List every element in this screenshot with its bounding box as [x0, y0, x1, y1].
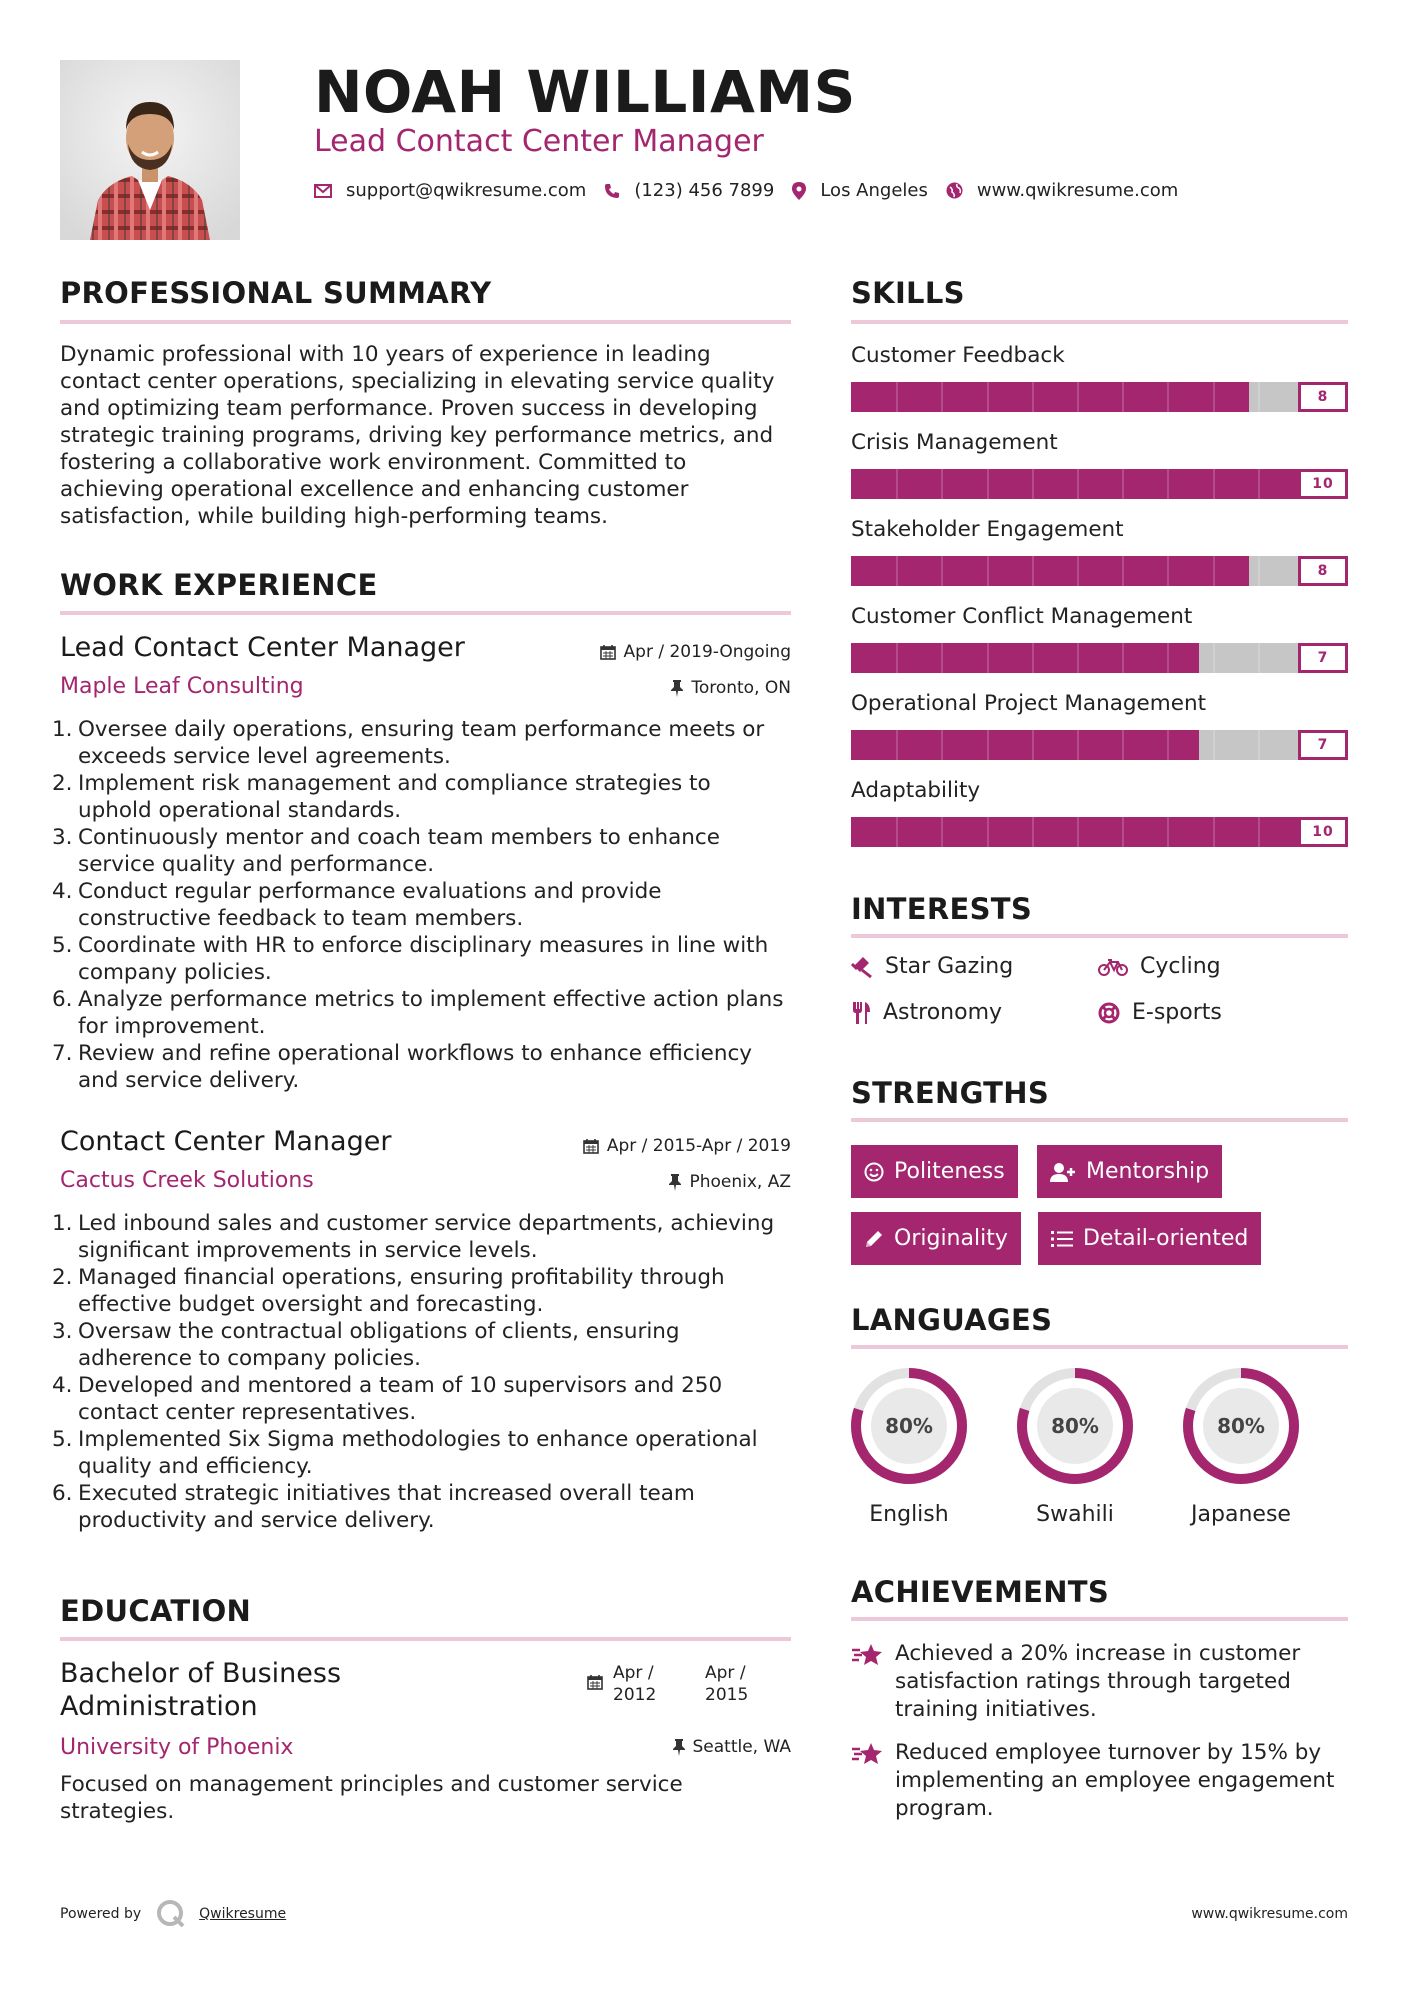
education-start-date — [613, 1662, 705, 1706]
bullet-number: 1. — [52, 1211, 73, 1236]
qwikresume-link[interactable]: Qwikresume — [199, 1906, 287, 1922]
contact-website-text: www.qwikresume.com — [976, 180, 1179, 201]
degree-line-1: Bachelor of Business — [60, 1658, 342, 1689]
strength-label: Mentorship — [1086, 1159, 1210, 1184]
star-gazing-icon — [851, 956, 873, 978]
skill-bar-tick — [1213, 643, 1215, 673]
education-location — [673, 1737, 792, 1757]
skill-level-badge: 7 — [1298, 643, 1348, 673]
contact-phone[interactable] — [604, 180, 774, 201]
job-bullet-list — [52, 1210, 791, 1534]
bullet-number: 2. — [52, 771, 73, 796]
strength-label: Politeness — [894, 1159, 1005, 1184]
lifebuoy-icon — [1098, 1002, 1120, 1024]
skill-bar-tick — [1077, 817, 1079, 847]
job-company: Cactus Creek Solutions — [60, 1168, 314, 1193]
contact-bar — [314, 180, 1196, 201]
summary-divider — [60, 320, 791, 324]
bullet-text: Analyze performance metrics to implement effective action plans for improvement. — [78, 987, 784, 1039]
contact-website[interactable] — [946, 180, 1178, 201]
skill-bar-tick — [987, 817, 989, 847]
language-name: Swahili — [1036, 1502, 1114, 1527]
pushpin-icon — [673, 1739, 685, 1756]
achievement-text: Reduced employee turnover by 15% by implementing an employee engagement program. — [895, 1740, 1335, 1821]
skill-bar-fill — [851, 817, 1348, 847]
bullet-number: 3. — [52, 1319, 73, 1344]
skill-bar-tick — [896, 730, 898, 760]
education-dates — [587, 1662, 748, 1706]
skill-name: Customer Conflict Management — [851, 604, 1193, 629]
contact-email-text: support@qwikresume.com — [346, 180, 587, 201]
powered-by-text: Powered by — [60, 1906, 142, 1922]
skill-bar-tick — [987, 730, 989, 760]
skill-bar-tick — [1032, 382, 1034, 412]
skill-bar-tick — [1213, 730, 1215, 760]
skill-bar — [851, 469, 1348, 499]
envelope-icon — [314, 184, 332, 198]
achievement-text: Achieved a 20% increase in customer satisfaction ratings through targeted training initiatives. — [895, 1641, 1301, 1722]
interest-label: Cycling — [1140, 954, 1221, 979]
skill-bar-tick — [1122, 382, 1124, 412]
language-ring — [847, 1364, 971, 1488]
skill-bar-fill — [851, 382, 1249, 412]
bullet-number: 4. — [52, 1373, 73, 1398]
pushpin-icon — [671, 680, 683, 697]
bullet-number: 5. — [52, 1427, 73, 1452]
bullet-number: 1. — [52, 717, 73, 742]
contact-phone-text: (123) 456 7899 — [634, 180, 775, 201]
skill-bar — [851, 730, 1348, 760]
candidate-role: Lead Contact Center Manager — [314, 124, 764, 159]
skill-bar-tick — [1077, 469, 1079, 499]
skill-bar-tick — [1258, 643, 1260, 673]
job-bullet — [52, 1264, 791, 1318]
skill-name: Adaptability — [851, 778, 981, 803]
skill-bar-tick — [1213, 556, 1215, 586]
bullet-text: Led inbound sales and customer service departments, achieving significant improvements in service levels. — [78, 1211, 775, 1263]
bicycle-icon — [1098, 958, 1128, 976]
skill-bar-tick — [1213, 469, 1215, 499]
skill-bar-tick — [1122, 643, 1124, 673]
education-heading: EDUCATION — [60, 1594, 252, 1628]
bullet-text: Conduct regular performance evaluations and provide constructive feedback to team members. — [78, 879, 662, 931]
interest-label: Star Gazing — [885, 954, 1014, 979]
job-bullet-list — [52, 716, 791, 1094]
skill-bar-tick — [941, 382, 943, 412]
strength-pill — [851, 1212, 1021, 1265]
skill-level-badge: 7 — [1298, 730, 1348, 760]
job-dates — [600, 642, 791, 662]
pencil-icon — [864, 1229, 884, 1249]
strengths-heading: STRENGTHS — [851, 1076, 1050, 1110]
bullet-text: Continuously mentor and coach team members to enhance service quality and performance. — [78, 825, 720, 877]
calendar-icon — [587, 1674, 603, 1690]
interests-heading: INTERESTS — [851, 892, 1033, 926]
skill-bar-tick — [1032, 730, 1034, 760]
summary-heading: PROFESSIONAL SUMMARY — [60, 276, 492, 310]
contact-email[interactable] — [314, 180, 586, 201]
strength-label: Originality — [894, 1226, 1008, 1251]
languages-heading: LANGUAGES — [851, 1303, 1053, 1337]
language-item — [1179, 1364, 1303, 1492]
language-percent: 80% — [1051, 1414, 1099, 1438]
skill-bar-tick — [1122, 469, 1124, 499]
footer-powered-by — [60, 1898, 286, 1930]
map-marker-icon — [792, 182, 806, 200]
phone-icon — [604, 183, 620, 199]
interest-item — [851, 954, 1013, 979]
job-dates — [583, 1136, 791, 1156]
skill-bar-tick — [1077, 382, 1079, 412]
job-bullet — [52, 824, 791, 878]
skill-bar-fill — [851, 643, 1199, 673]
bullet-text: Managed financial operations, ensuring profitability through effective budget oversight and forecasting. — [78, 1265, 725, 1317]
job-bullet — [52, 770, 791, 824]
job-dates-text: Apr / 2015-Apr / 2019 — [606, 1136, 791, 1156]
skill-bar — [851, 817, 1348, 847]
strength-pill — [851, 1145, 1018, 1198]
job-location-text: Toronto, ON — [691, 678, 791, 698]
education-end-date — [705, 1662, 748, 1706]
utensils-icon — [851, 1002, 871, 1024]
footer-url[interactable]: www.qwikresume.com — [1191, 1906, 1348, 1922]
language-item — [847, 1364, 971, 1492]
profile-photo-image — [60, 60, 240, 240]
skill-bar — [851, 643, 1348, 673]
skill-bar-tick — [1032, 643, 1034, 673]
contact-location — [792, 180, 928, 201]
skill-bar-tick — [1258, 556, 1260, 586]
skill-bar-tick — [896, 469, 898, 499]
bullet-number: 3. — [52, 825, 73, 850]
skill-bar-tick — [941, 643, 943, 673]
skill-bar-tick — [1258, 469, 1260, 499]
contact-location-text: Los Angeles — [820, 180, 928, 201]
skill-bar-tick — [1167, 469, 1169, 499]
education-school: University of Phoenix — [60, 1735, 294, 1760]
star-shooting-icon — [851, 1741, 883, 1767]
calendar-icon — [600, 644, 616, 660]
smile-icon — [864, 1162, 884, 1182]
skill-bar-tick — [1032, 469, 1034, 499]
skill-bar-tick — [1258, 382, 1260, 412]
skill-bar-tick — [1032, 556, 1034, 586]
star-shooting-icon — [851, 1642, 883, 1668]
skill-bar — [851, 382, 1348, 412]
skill-bar-tick — [941, 469, 943, 499]
bullet-number: 6. — [52, 1481, 73, 1506]
job-bullet — [52, 1426, 791, 1480]
skill-name: Stakeholder Engagement — [851, 517, 1124, 542]
skill-bar-tick — [1122, 556, 1124, 586]
job-location — [669, 1172, 791, 1192]
education-description: Focused on management principles and customer service strategies. — [60, 1772, 683, 1824]
job-bullet — [52, 716, 791, 770]
job-company: Maple Leaf Consulting — [60, 674, 304, 699]
skill-bar-tick — [1077, 730, 1079, 760]
skill-bar-tick — [1167, 643, 1169, 673]
education-end-year: 2015 — [705, 1685, 749, 1705]
languages-divider — [851, 1345, 1348, 1349]
strengths-divider — [851, 1118, 1348, 1122]
skill-name: Operational Project Management — [851, 691, 1207, 716]
skill-name: Customer Feedback — [851, 343, 1065, 368]
qwikresume-logo-icon — [155, 1898, 187, 1930]
bullet-number: 7. — [52, 1041, 73, 1066]
bullet-number: 6. — [52, 987, 73, 1012]
job-bullet — [52, 878, 791, 932]
bullet-text: Oversaw the contractual obligations of clients, ensuring adherence to company policies. — [78, 1319, 680, 1371]
achievement-item — [851, 1640, 1348, 1724]
skill-level-badge: 10 — [1298, 469, 1348, 499]
job-location — [671, 678, 791, 698]
interest-item — [851, 1000, 1002, 1025]
job-bullet — [52, 1040, 791, 1094]
skill-bar-tick — [896, 817, 898, 847]
bullet-text: Implement risk management and compliance strategies to uphold operational standards. — [78, 771, 711, 823]
achievements-divider — [851, 1617, 1348, 1621]
bullet-text: Implemented Six Sigma methodologies to enhance operational quality and efficiency. — [78, 1427, 758, 1479]
bullet-text: Executed strategic initiatives that increased overall team productivity and service delivery. — [78, 1481, 695, 1533]
skill-bar-tick — [941, 817, 943, 847]
skill-bar-tick — [1167, 730, 1169, 760]
skill-bar-tick — [987, 556, 989, 586]
skill-bar-tick — [941, 730, 943, 760]
globe-icon — [946, 182, 963, 199]
strength-pill — [1038, 1212, 1261, 1265]
calendar-icon — [583, 1138, 599, 1154]
pushpin-icon — [669, 1174, 681, 1191]
job-bullet — [52, 1372, 791, 1426]
language-percent: 80% — [885, 1414, 933, 1438]
job-dates-text: Apr / 2019-Ongoing — [623, 642, 791, 662]
skills-heading: SKILLS — [851, 276, 965, 310]
skill-bar-tick — [1122, 730, 1124, 760]
skill-bar-tick — [896, 556, 898, 586]
skill-bar-tick — [1077, 556, 1079, 586]
bullet-text: Developed and mentored a team of 10 supervisors and 250 contact center representatives. — [78, 1373, 723, 1425]
profile-photo — [60, 60, 240, 240]
interest-item — [1098, 1000, 1222, 1025]
achievement-item — [851, 1739, 1348, 1823]
skill-level-badge: 8 — [1298, 556, 1348, 586]
education-location-text: Seattle, WA — [692, 1737, 791, 1757]
job-title: Contact Center Manager — [60, 1126, 392, 1157]
skill-bar-fill — [851, 469, 1348, 499]
achievements-heading: ACHIEVEMENTS — [851, 1575, 1110, 1609]
bullet-text: Review and refine operational workflows to enhance efficiency and service delivery. — [78, 1041, 752, 1093]
summary-text: Dynamic professional with 10 years of experience in leading contact center operations, specializing in elevating service quality and optimizing team performance. Proven success in developing strategic training programs, driving key performance metrics, and fostering a collaborative work environment. Committed to achieving operational excellence and enhancing customer satisfaction, while building high-performing teams. — [60, 342, 775, 529]
interest-label: Astronomy — [883, 1000, 1003, 1025]
skill-bar-tick — [1167, 817, 1169, 847]
job-bullet — [52, 1480, 791, 1534]
list-icon — [1051, 1230, 1073, 1248]
skill-bar-tick — [896, 643, 898, 673]
bullet-number: 4. — [52, 879, 73, 904]
skill-level-badge: 8 — [1298, 382, 1348, 412]
job-location-text: Phoenix, AZ — [689, 1172, 791, 1192]
user-plus-icon — [1050, 1162, 1076, 1182]
degree-line-2: Administration — [60, 1691, 258, 1722]
skill-bar-tick — [896, 382, 898, 412]
bullet-text: Coordinate with HR to enforce disciplinary measures in line with company policies. — [78, 933, 769, 985]
language-name: Japanese — [1191, 1502, 1291, 1527]
skill-bar-tick — [1167, 556, 1169, 586]
skill-bar-tick — [1258, 817, 1260, 847]
skill-bar-tick — [987, 382, 989, 412]
language-item — [1013, 1364, 1137, 1492]
skill-bar-tick — [1167, 382, 1169, 412]
job-bullet — [52, 932, 791, 986]
skill-bar — [851, 556, 1348, 586]
interest-item — [1098, 954, 1221, 979]
skills-divider — [851, 320, 1348, 324]
interests-divider — [851, 934, 1348, 938]
bullet-number: 2. — [52, 1265, 73, 1290]
skill-bar-tick — [1077, 643, 1079, 673]
experience-divider — [60, 611, 791, 615]
language-percent: 80% — [1217, 1414, 1265, 1438]
skill-bar-fill — [851, 730, 1199, 760]
strength-pill — [1037, 1145, 1222, 1198]
language-name: English — [869, 1502, 949, 1527]
job-title: Lead Contact Center Manager — [60, 632, 465, 663]
skill-level-badge: 10 — [1298, 817, 1348, 847]
skill-name: Crisis Management — [851, 430, 1058, 455]
language-ring — [1179, 1364, 1303, 1488]
candidate-name: NOAH WILLIAMS — [314, 58, 856, 126]
strength-label: Detail-oriented — [1083, 1226, 1249, 1251]
skill-bar-tick — [941, 556, 943, 586]
education-start-year: 2012 — [613, 1685, 657, 1705]
job-bullet — [52, 1210, 791, 1264]
experience-heading: WORK EXPERIENCE — [60, 568, 378, 602]
skill-bar-tick — [987, 643, 989, 673]
education-divider — [60, 1637, 791, 1641]
skill-bar-tick — [987, 469, 989, 499]
job-bullet — [52, 1318, 791, 1372]
skill-bar-tick — [1213, 817, 1215, 847]
bullet-text: Oversee daily operations, ensuring team performance meets or exceeds service level agreements. — [78, 717, 765, 769]
interest-label: E-sports — [1132, 1000, 1222, 1025]
skill-bar-tick — [1032, 817, 1034, 847]
skill-bar-tick — [1213, 382, 1215, 412]
language-ring — [1013, 1364, 1137, 1488]
education-start-month: Apr / — [613, 1663, 654, 1683]
skill-bar-tick — [1122, 817, 1124, 847]
education-end-month: Apr / — [705, 1663, 746, 1683]
skill-bar-tick — [1258, 730, 1260, 760]
bullet-number: 5. — [52, 933, 73, 958]
job-bullet — [52, 986, 791, 1040]
skill-bar-fill — [851, 556, 1249, 586]
